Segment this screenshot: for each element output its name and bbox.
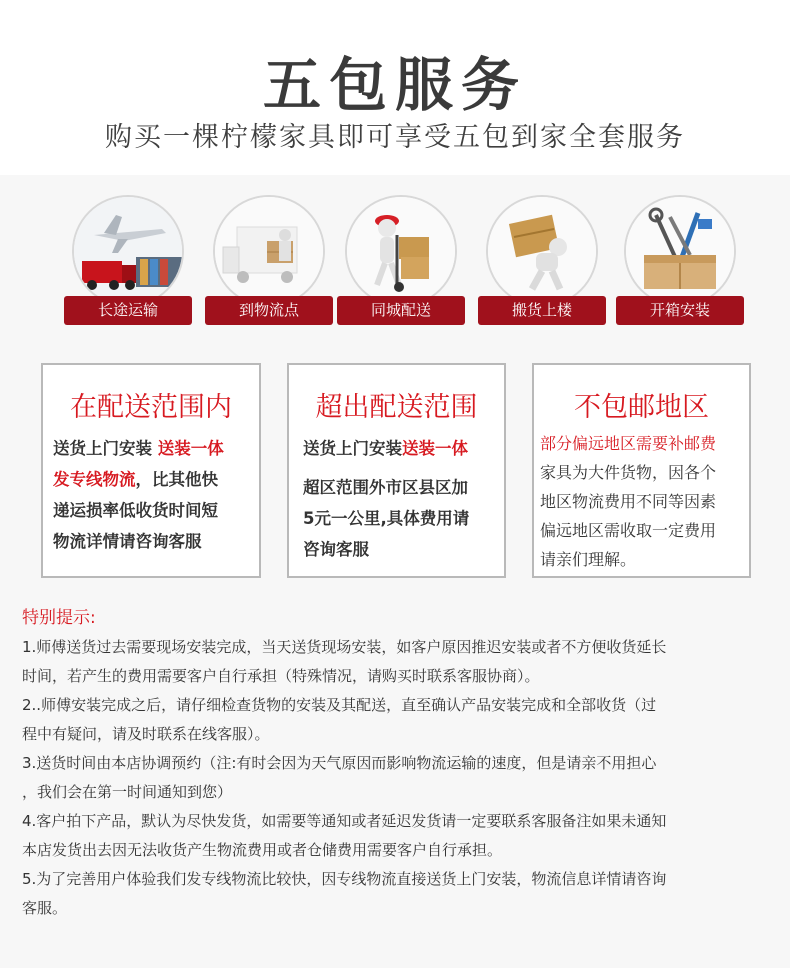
box-text: 地区物流费用不同等因素 (540, 492, 717, 511)
service-label: 到物流点 (205, 296, 333, 325)
box-text: 送货上门安装 (53, 439, 158, 458)
box-text: 家具为大件货物，因各个 (540, 463, 717, 482)
service-item-city-delivery (337, 195, 467, 330)
service-label: 搬货上楼 (478, 296, 606, 325)
box-highlight: 部分偏远地区需要补邮费 (540, 434, 717, 453)
page-title: 五包服务 (262, 51, 527, 119)
box-title: 超出配送范围 (315, 392, 478, 423)
carry-box-icon (486, 195, 598, 307)
header (0, 0, 790, 175)
service-label: 开箱安装 (616, 296, 744, 325)
note-line: 5.为了完善用户体验我们发专线物流比较快，因专线物流直接送货上门安装，物流信息详情请咨询 (22, 870, 667, 888)
special-notes (22, 603, 782, 923)
note-line: 本店发货出去因无法收货产生物流费用或者仓储费用需要客户自行承担。 (22, 841, 503, 859)
box-body (53, 433, 253, 557)
box-text: 送货上门安装 (303, 439, 402, 458)
no-free-shipping-box (532, 363, 751, 578)
box-text: 超区范围外市区县区加 (303, 478, 468, 497)
notes-title: 特别提示: (22, 608, 96, 628)
note-line: 4.客户拍下产品，默认为尽快发货，如需要等通知或者延迟发货请一定要联系客服备注如果未通知 (22, 812, 667, 830)
box-title: 不包邮地区 (574, 392, 709, 423)
service-item-logistics-point (205, 195, 335, 330)
box-title: 在配送范围内 (70, 392, 232, 423)
out-of-range-box (287, 363, 506, 578)
service-item-unbox-install (616, 195, 746, 330)
service-label: 同城配送 (337, 296, 465, 325)
box-highlight: 发专线物流 (53, 470, 136, 489)
service-item-long-distance (64, 195, 194, 330)
plane-truck-icon (72, 195, 184, 307)
box-highlight: 送装一体 (402, 439, 468, 458)
note-line: 2..师傅安装完成之后，请仔细检查货物的安装及其配送，直至确认产品安装完成和全部收货（过 (22, 696, 657, 714)
box-body (303, 433, 498, 565)
box-body (540, 429, 743, 574)
box-text: 递运损率低收货时间短 (53, 501, 218, 520)
delivery-van-icon (213, 195, 325, 307)
service-list (0, 195, 790, 335)
note-line: 客服。 (22, 899, 68, 917)
note-line: 程中有疑问，请及时联系在线客服）。 (22, 725, 270, 743)
box-text: 物流详情请咨询客服 (53, 532, 202, 551)
note-line: 时间，若产生的费用需要客户自行承担（特殊情况，请购买时联系客服协商）。 (22, 667, 540, 685)
note-line: ，我们会在第一时间通知到您） (22, 783, 233, 801)
page-subtitle: 购买一棵柠檬家具即可享受五包到家全套服务 (105, 122, 685, 153)
in-range-box (41, 363, 261, 578)
box-text: ，比其他快 (135, 470, 218, 489)
box-text: 请亲们理解。 (540, 550, 637, 569)
box-text: 5元一公里,具体费用请 (303, 509, 470, 528)
service-label: 长途运输 (64, 296, 192, 325)
hand-truck-courier-icon (345, 195, 457, 307)
box-highlight: 送装一体 (157, 439, 224, 458)
note-line: 3.送货时间由本店协调预约（注:有时会因为天气原因而影响物流运输的速度，但是请亲不用担心 (22, 754, 657, 772)
service-item-carry-upstairs (478, 195, 608, 330)
box-text: 咨询客服 (303, 540, 369, 559)
note-line: 1.师傅送货过去需要现场安装完成，当天送货现场安装，如客户原因推迟安装或者不方便收货延长 (22, 638, 667, 656)
box-text: 偏远地区需收取一定费用 (540, 521, 717, 540)
toolbox-icon (624, 195, 736, 307)
